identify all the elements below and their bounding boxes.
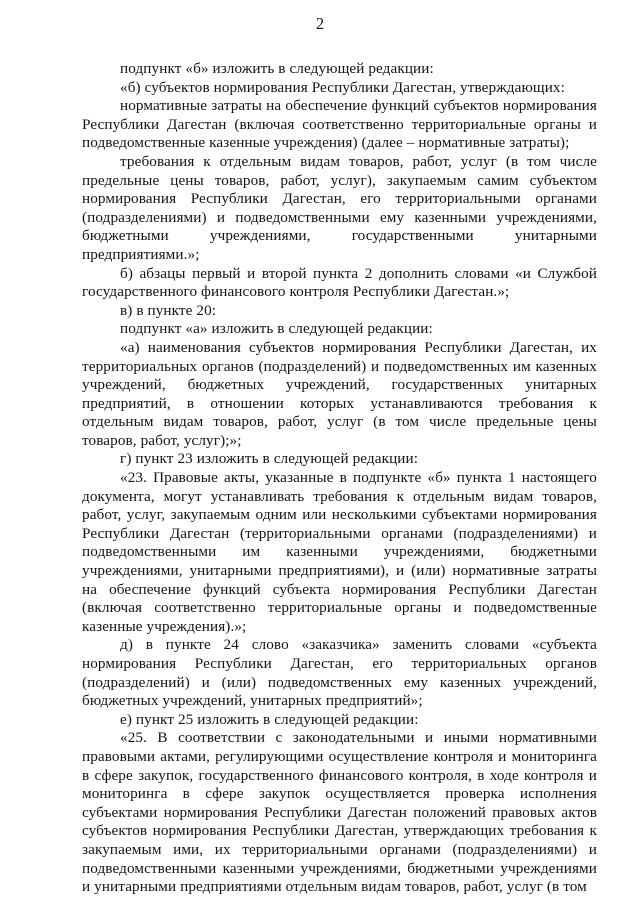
paragraph: «а) наименования субъектов нормирования Республики Дагестан, их территориальных органов (подразделений) и подведомственных им казенных учреждений, бюджетных учреждений, государственных унитарных предприятий, в отношении которых устанавливаются требования к отдельным видам товаров, работ, услуг (в том числе предельные цены товаров, работ, услуг);»; xyxy=(82,338,597,449)
paragraph: г) пункт 23 изложить в следующей редакции: xyxy=(120,450,419,468)
paragraph: д) в пункте 24 слово «заказчика» заменить словами «субъекта нормирования Республики Дагестан, его территориальных органов (подразделений) и (или) подведомственных ему казенных учреждений, бюджетных учреждений, унитарных предприятий»; xyxy=(82,636,597,710)
paragraph: «25. В соответствии с законодательными и иными нормативными правовыми актами, регулирующими осуществление контроля и мониторинга в сфере закупок, государственного финансового контроля, в ходе контроля и мониторинга в сфере закупок осуществляется проверка исполнения субъектами нормирования Республики Дагестан положений правовых актов субъектов нормирования Республики Дагестан, утверждающих требования к закупаемым ими, их территориальными органами (подразделениями) и подведомственными казенными учреждениями, бюджетными учреждениями и унитарными предприятиями отдельным видам товаров, работ, услуг (в том xyxy=(82,729,597,896)
document-body xyxy=(82,60,597,897)
paragraph: е) пункт 25 изложить в следующей редакции: xyxy=(120,710,419,728)
paragraph: нормативные затраты на обеспечение функций субъектов нормирования Республики Дагестан (включая соответственно территориальные органы и подведомственные казенные учреждения) (далее – нормативные затраты); xyxy=(82,97,597,152)
paragraph: в) в пункте 20: xyxy=(120,301,217,319)
paragraph: подпункт «а» изложить в следующей редакции: xyxy=(120,320,433,338)
page-number: 2 xyxy=(315,14,325,33)
paragraph: б) абзацы первый и второй пункта 2 дополнить словами «и Службой государственного финансового контроля Республики Дагестан.»; xyxy=(82,264,597,301)
paragraph: подпункт «б» изложить в следующей редакции: xyxy=(120,60,434,77)
paragraph: «б) субъектов нормирования Республики Дагестан, утверждающих: xyxy=(120,78,565,96)
paragraph: требования к отдельным видам товаров, работ, услуг (в том числе предельные цены товаров, работ, услуг), закупаемым самим субъектом нормирования Республики Дагестан, его территориальными органами (подразделениями) и подведомственными ему казенными учреждениями, бюджетными учреждениями, государственными унитарными предприятиями.»; xyxy=(82,152,597,263)
paragraph: «23. Правовые акты, указанные в подпункте «б» пункта 1 настоящего документа, могут устанавливать требования к отдельным видам товаров, работ, услуг, закупаемым одним или несколькими субъектами нормирования Республики Дагестан (территориальными органами (подразделениями) и подведомственными им казенными учреждениями, бюджетными учреждениями, унитарными предприятиями), и (или) нормативные затраты на обеспечение функций субъекта нормирования Республики Дагестан (включая соответственно территориальные органы и подведомственные казенные учреждения).»; xyxy=(82,469,597,635)
